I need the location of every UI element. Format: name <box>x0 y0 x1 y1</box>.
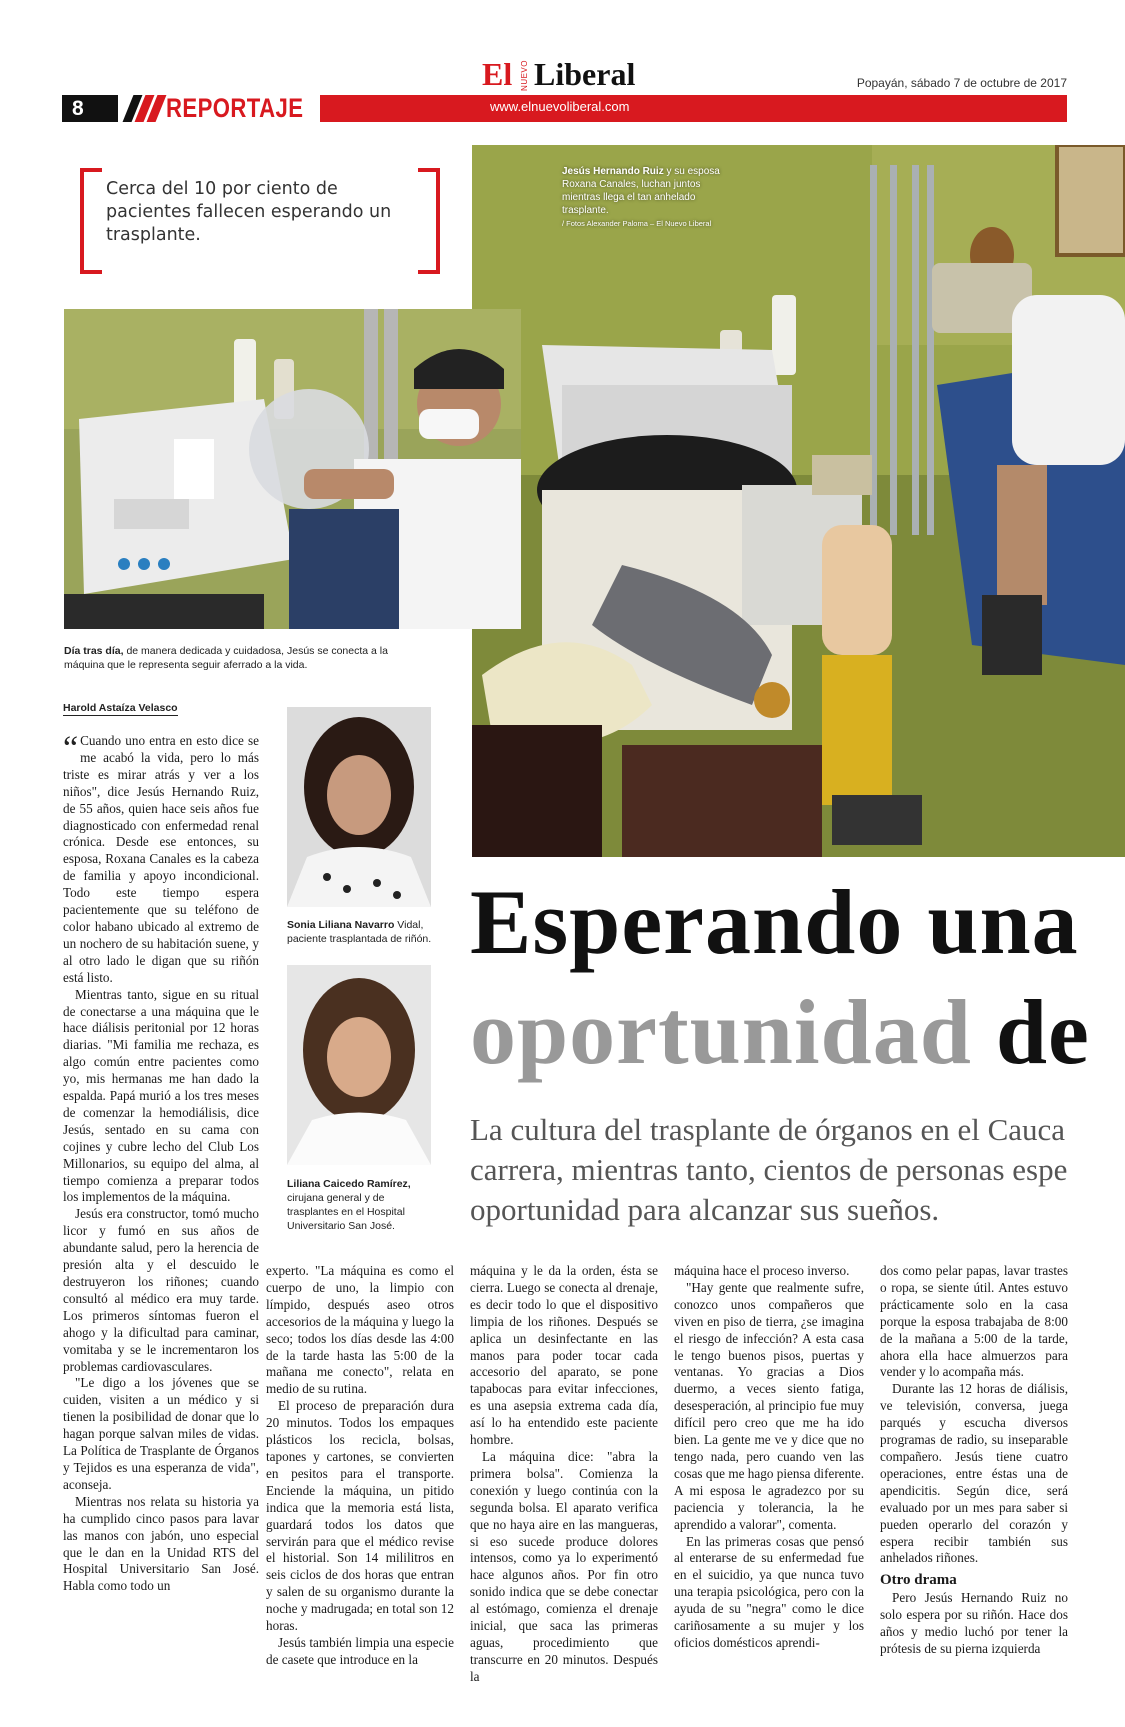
portrait-liliana-name: Liliana Caicedo Ramírez, <box>287 1178 411 1190</box>
issue-date: Popayán, sábado 7 de octubre de 2017 <box>856 76 1067 90</box>
article-paragraph: dos como pelar papas, lavar trastes o ropa, se siente útil. Antes estuvo prácticamente solo en la casa porque la esposa trabajaba de 8:00 de la mañana a 5:00 de la tarde, ahora ella hace almuerzos para vender y lo acompaña más. <box>880 1263 1068 1380</box>
page-number-box <box>62 95 118 122</box>
article-paragraph: Pero Jesús Hernando Ruiz no solo espera por su riñón. Hace dos años y medio luchó por tener la prótesis de su pierna izquierda <box>880 1590 1068 1657</box>
dialysis-caption-text: de manera dedicada y cuidadosa, Jesús se conecta a la máquina que le representa seguir aferrado a la vida. <box>64 645 388 671</box>
photo-credit: / Fotos Alexander Paloma – El Nuevo Liberal <box>562 219 712 228</box>
deck-line-3: oportunidad para alcanzar sus sueños. <box>470 1192 940 1227</box>
article-paragraph: La máquina dice: "abra la primera bolsa". Comienza la conexión y luego continúa con la segunda bolsa. El aparato verifica que no haya aire en las mangueras, si eso sucede produce dolores intensos, como ya lo experimentó hace algunos años. Por fin otro sonido indica que se debe conectar al estómago, comienza el drenaje inicial, que saca las primeras aguas, procedimiento que transcurre en 20 minutos. Después la <box>470 1448 658 1684</box>
hero-photo-caption <box>562 165 732 230</box>
article-paragraph: Jesús también limpia una especie de casete que introduce en la <box>266 1634 454 1667</box>
portrait-sonia-text: Vidal, paciente trasplantada de riñón. <box>287 919 432 945</box>
article-paragraph: Durante las 12 horas de diálisis, ve televisión, conversa, juega parqués y escucha diversos programas de radio, su inseparable compañero. Jesús tiene cuatro operaciones, entre éstas una de apendicitis. Según dice, será evaluado por un mes para saber si pueden operarlo del corazón y espera recibir también sus anhelados riñones. <box>880 1381 1068 1566</box>
headline-line1: Esperando una <box>470 871 1079 973</box>
logo-el: El <box>482 56 513 92</box>
logo-liberal: Liberal <box>534 56 636 92</box>
headline-line2-gray: oportunidad <box>470 981 996 1083</box>
page-number: 8 <box>72 97 84 120</box>
subhead: Otro drama <box>880 1572 957 1589</box>
newspaper-logo <box>482 56 662 92</box>
article-column-3 <box>470 1263 658 1686</box>
article-paragraph: Jesús era constructor, tomó mucho licor y fumó en sus años de abundante salud, pero la herencia de presión alta y el descuido le destruyeron los riñones; cuando consultó al médico era muy tarde. Los primeros síntomas fueron el ahogo y la dificultad para caminar, vomitaba y se le incrementaron los problemas cardiovasculares. <box>63 1206 259 1374</box>
article-paragraph: El proceso de preparación dura 20 minutos. Todos los empaques plásticos los recicla, bolsas, tapones y cartones, se convierten en pesitos para el transporte. Enciende la máquina, un pitido indica que la memoria está lista, guardará todos los datos que servirán para que el médico revise el historial. Son 14 mililitros en seis ciclos de dos horas que entran y salen de su organismo durante la noche y madrugada; en total son 12 horas. <box>266 1398 454 1634</box>
logo-nuevo: NUEVO <box>520 60 529 91</box>
headline-line2-dark: de <box>995 981 1090 1083</box>
article-paragraph: Mientras nos relata su historia ya ha cumplido cinco pasos para lavar las manos con jabón, uno especial que le dan en la Unidad RTS del Hospital Universitario San José. Habla como todo un <box>63 1493 259 1594</box>
headline-line2 <box>470 982 1090 1082</box>
article-column-4 <box>674 1263 864 1652</box>
hero-caption-name: Jesús Hernando Ruiz <box>562 166 664 177</box>
dialysis-photo-caption <box>64 644 394 672</box>
pull-quote: Cerca del 10 por ciento de pacientes fallecen esperando un trasplante. <box>106 179 392 245</box>
section-title: REPORTAJE <box>166 93 304 123</box>
portrait-liliana <box>287 965 431 1165</box>
portrait-sonia-name: Sonia Liliana Navarro <box>287 919 395 931</box>
article-column-5 <box>880 1263 1068 1658</box>
website-url[interactable]: www.elnuevoliberal.com <box>490 99 630 114</box>
pull-quote-bracket-left <box>80 168 102 274</box>
article-paragraph: experto. "La máquina es como el cuerpo de uno, la limpio con límpido, después aseo otros accesorios de la máquina y luego la seco; todos los días desde las 4:00 de la tarde hasta las 5:00 de la mañana me conecto", relata en medio de su rutina. <box>266 1263 454 1397</box>
dialysis-photo <box>64 309 521 629</box>
headline-deck <box>470 1110 1125 1230</box>
deck-line-1: La cultura del trasplante de órganos en el Cauca <box>470 1112 1066 1147</box>
deck-line-2: carrera, mientras tanto, cientos de personas espe <box>470 1152 1068 1187</box>
article-column-1 <box>63 730 259 1595</box>
article-paragraph: "Le digo a los jóvenes que se cuiden, visiten a un médico y si tienen la posibilidad de donar que lo hagan porque salvan miles de vidas. La Política de Trasplante de Órganos y Tejidos es una esperanza de vida", aconseja. <box>63 1375 259 1492</box>
pull-quote-bracket-right <box>418 168 440 274</box>
portrait-liliana-text: cirujana general y de trasplantes en el Hospital Universitario San José. <box>287 1192 405 1232</box>
hero-caption-text: y su esposa Roxana Canales, luchan juntos mientras llega el tan anhelado trasplante. <box>562 166 720 216</box>
article-column-2 <box>266 1263 454 1669</box>
article-paragraph: "Hay gente que realmente sufre, conozco unos compañeros que viven en piso de tierra, ¿se imagina el riesgo de infección? A esta casa le tengo buenos pisos, puertas y ventanas. Yo gracias a Dios duermo, a veces siento fatiga, desesperación, al principio fue muy difícil pero creo que me ha ido bien. La gente me ve y dice que no tengo nada, pero cuando ven las cosas que me hago piensa diferente. A mi esposa le agradezco por su paciencia y tolerancia, la he aprendido a valorar", comenta. <box>674 1279 864 1532</box>
portrait-sonia-caption <box>287 918 447 946</box>
article-paragraph: “ Cuando uno entra en esto dice se me acabó la vida, pero lo más triste es mirar atrás y ver a los niños", dice Jesús Hernando Ruiz, de 55 años, quien hace seis años fue diagnosticado con enfermedad renal crónica. Desde ese entonces, su esposa, Roxana Canales es la cabeza de familia y apoyo incondicional. Todo este tiempo espera pacientemente que su teléfono de color habano ubicado al extremo de un nochero de su habitación suene, y al otro lado le digan que su riñón está listo. <box>63 730 259 985</box>
article-paragraph: Mientras tanto, sigue en su ritual de conectarse a una máquina que le hace diálisis peritonial por 12 horas diarias. "Mi familia me rechaza, es algo común entre pacientes como yo, mis hermanas me han dado la espalda. Papá murió a los tres meses de comenzar la hemodiálisis, dice Jesús, sentado en su cama con cojines y cubre lecho del Club Los Millonarios, su equipo del alma, al tiempo comienza a preparar todos los implementos de la máquina. <box>63 986 259 1205</box>
article-paragraph: máquina hace el proceso inverso. <box>674 1263 850 1278</box>
opening-quote-mark: “ <box>63 730 79 767</box>
byline: Harold Astaíza Velasco <box>63 702 178 714</box>
portrait-liliana-caption <box>287 1177 437 1233</box>
hero-photo <box>472 145 1125 857</box>
article-paragraph: En las primeras cosas que pensó al enterarse de su enfermedad fue en el suicidio, ya que nunca tuvo una terapia psicológica, pero con la ayuda de su "negra" como le dice cariñosamente a su mujer y los oficios domésticos aprendi- <box>674 1533 864 1650</box>
portrait-sonia <box>287 707 431 907</box>
dialysis-caption-lead: Día tras día, <box>64 645 124 657</box>
article-paragraph: máquina y le da la orden, ésta se cierra. Luego se conecta al drenaje, es decir todo lo que el dispositivo limpia de los riñones. Después se aplica un desinfectante en las manos para poder tocar cada accesorio del aparato, se pone tapabocas para evitar infecciones, es una asepsia extrema cada día, así lo ha entendido este paciente hombre. <box>470 1263 658 1448</box>
